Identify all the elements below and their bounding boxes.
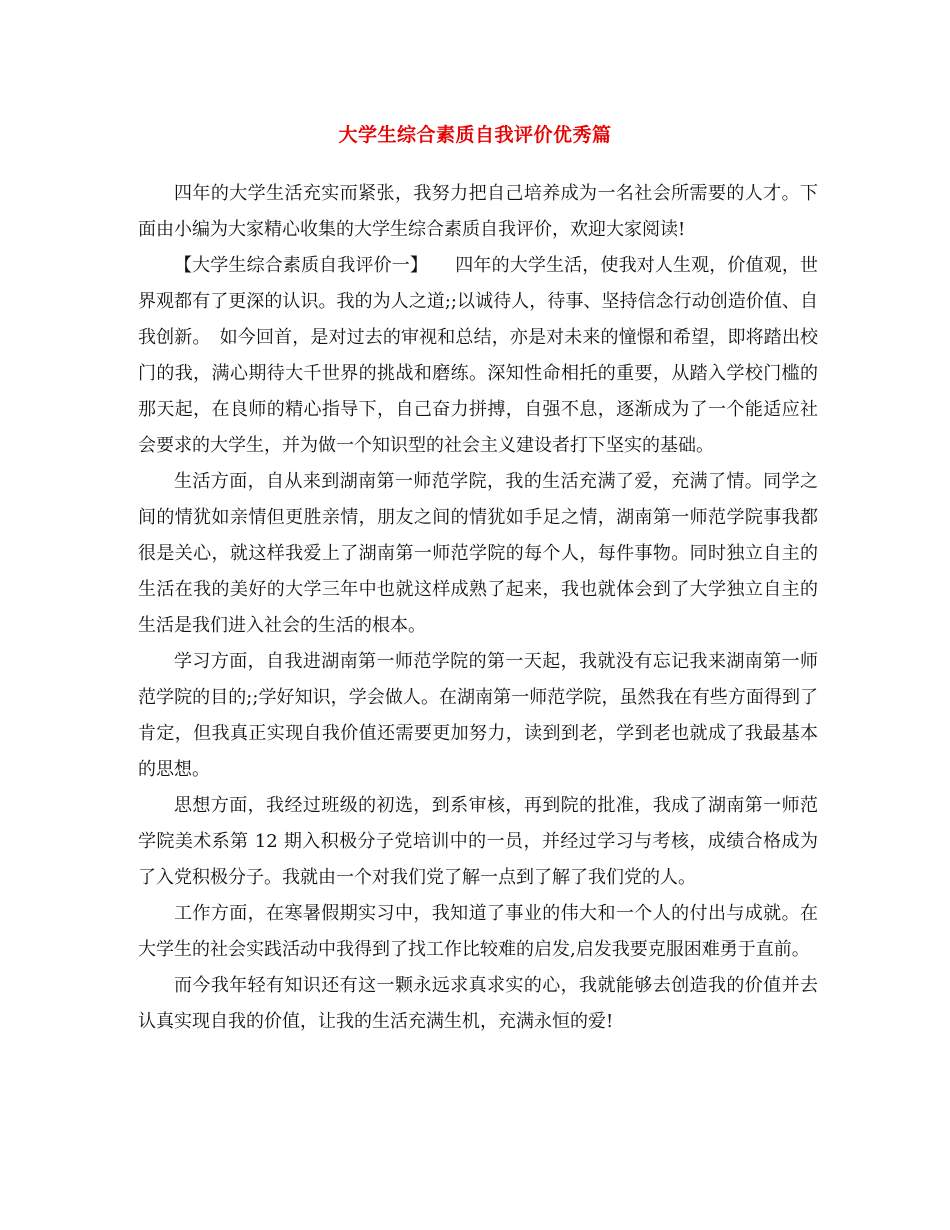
paragraph-study: 学习方面，自我进湖南第一师范学院的第一天起，我就没有忘记我来湖南第一师范学院的目的;;学好知识，学会做人。在湖南第一师范学院，虽然我在有些方面得到了肯定，但我真正实现自我价值还需要更加努力，读到到老，学到老也就成了我最基本的思想。 [138, 651, 818, 780]
paragraph-life: 生活方面，自从来到湖南第一师范学院，我的生活充满了爱，充满了情。同学之间的情犹如亲情但更胜亲情，朋友之间的情犹如手足之情，湖南第一师范学院事我都很是关心，就这样我爱上了湖南第一师范学院的每个人，每件事物。同时独立自主的生活在我的美好的大学三年中也就这样成熟了起来，我也就体会到了大学独立自主的生活是我们进入社会的生活的根本。 [138, 471, 818, 636]
paragraph-evaluation-one: 【大学生综合素质自我评价一】 四年的大学生活，使我对人生观，价值观，世界观都有了更深的认识。我的为人之道;;以诚待人，待事、坚持信念行动创造价值、自我创新。 如今回首，是对过去的审视和总结，亦是对未来的憧憬和希望，即将踏出校门的我，满心期待大千世界的挑战和磨练。深知性命相托的重要，从踏入学校门槛的那天起，在良师的精心指导下，自己奋力拼搏，自强不息，逐渐成为了一个能适应社会要求的大学生，并为做一个知识型的社会主义建设者打下坚实的基础。 [138, 255, 818, 456]
paragraph-intro: 四年的大学生活充实而紧张，我努力把自己培养成为一名社会所需要的人才。下面由小编为大家精心收集的大学生综合素质自我评价，欢迎大家阅读! [138, 183, 818, 240]
document-body [138, 176, 818, 1040]
paragraph-thought: 思想方面，我经过班级的初选，到系审核，再到院的批准，我成了湖南第一师范学院美术系第 12 期入积极分子党培训中的一员，并经过学习与考核，成绩合格成为了入党积极分子。我就由一个对我们党了解一点到了解了我们党的人。 [138, 795, 818, 888]
paragraph-work: 工作方面，在寒暑假期实习中，我知道了事业的伟大和一个人的付出与成就。在大学生的社会实践活动中我得到了找工作比较难的启发,启发我要克服困难勇于直前。 [138, 903, 818, 960]
document-title: 大学生综合素质自我评价优秀篇 [338, 124, 612, 146]
paragraph-conclusion: 而今我年轻有知识还有这一颗永远求真求实的心，我就能够去创造我的价值并去认真实现自我的价值，让我的生活充满生机，充满永恒的爱! [138, 975, 818, 1032]
